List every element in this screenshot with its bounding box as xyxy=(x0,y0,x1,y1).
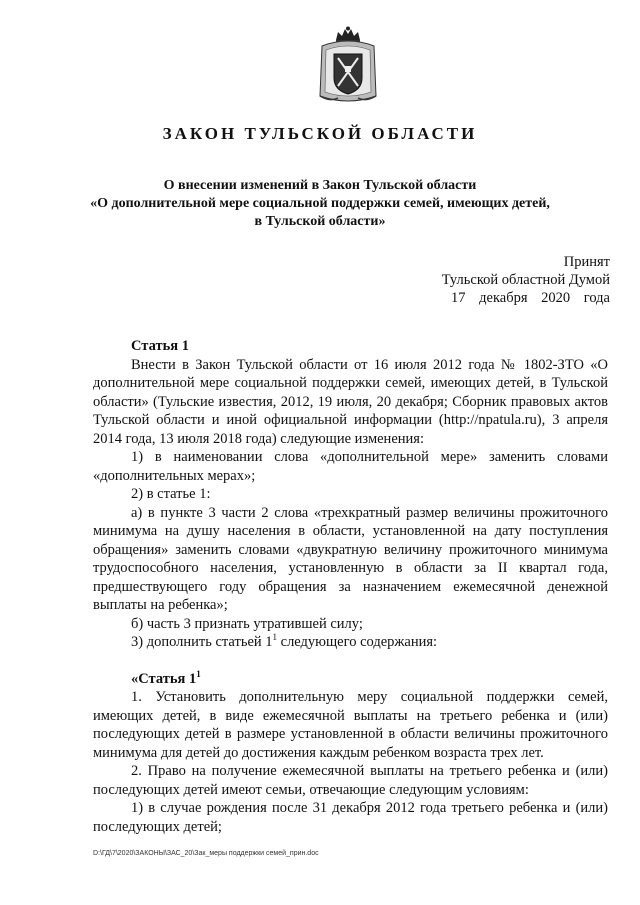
subject-line: в Тульской области» xyxy=(254,214,386,229)
file-path-footer: D:\ГД\7\2020\ЗАКОНЫ\ЗАС_20\Зак_меры поддержки семей_прин.doc xyxy=(93,850,319,857)
paragraph: 2. Право на получение ежемесячной выплаты на третьего ребенка и (или) последующих детей имеют семьи, отвечающие следующим условиям: xyxy=(93,763,608,798)
item-text: следующего содержания: xyxy=(277,634,438,650)
adoption-date: 17 декабря 2020 года xyxy=(451,290,610,306)
superscript: 1 xyxy=(196,668,201,679)
heading-text: «Статья 1 xyxy=(131,670,197,687)
adoption-line: Принят xyxy=(563,254,610,270)
item-text: 3) дополнить статьей 1 xyxy=(131,634,273,650)
list-item: а) в пункте 3 части 2 слова «трехкратный размер величины прожиточного минимума на душу населения в области, установленной на дату поступления обращения» заменить словами «двукратную величину прожиточного минимума трудоспособного населения, установленную в области за II квартал года, предшествующего году обращения за назначением ежемесячной денежной выплаты на ребенка»; xyxy=(93,504,608,613)
list-item: б) часть 3 признать утратившей силу; xyxy=(131,615,363,632)
article-heading: Статья 1 xyxy=(131,338,189,354)
adoption-block xyxy=(442,253,610,307)
list-item: 1) в наименовании слова «дополнительной мере» заменить словами «дополнительных мерах»; xyxy=(93,449,608,484)
law-title: ЗАКОН ТУЛЬСКОЙ ОБЛАСТИ xyxy=(162,124,478,143)
paragraph: 1. Установить дополнительную меру социальной поддержки семей, имеющих детей, в виде ежемесячной выплаты на третьего ребенка и (или) последующих детей в размере установленной в области величины прожиточного минимума для детей до достижения каждым ребенком возраста трех лет. xyxy=(93,689,608,761)
spacer xyxy=(93,652,608,670)
paragraph: Внести в Закон Тульской области от 16 июля 2012 года № 1802-ЗТО «О дополнительной мере социальной поддержки семей, имеющих детей, в Тульской области» (Тульские известия, 2012, 19 июля, 20 декабря; Сборник правовых актов Тульской области и иной официальной информации (http://npatula.ru), 3 апреля 2014 года, 13 июля 2018 года) следующие изменения: xyxy=(93,356,608,447)
adoption-line: Тульской областной Думой xyxy=(441,272,610,288)
superscript: 1 xyxy=(272,632,278,642)
law-subject xyxy=(60,177,580,231)
paragraph: 1) в случае рождения после 31 декабря 2012 года третьего ребенка и (или) последующих детей; xyxy=(93,800,608,835)
coat-of-arms-icon xyxy=(316,26,380,106)
list-item: 2) в статье 1: xyxy=(131,486,211,502)
article-heading xyxy=(93,670,608,689)
subject-line: «О дополнительной мере социальной поддержки семей, имеющих детей, xyxy=(90,196,550,211)
law-body xyxy=(93,337,608,836)
subject-line: О внесении изменений в Закон Тульской области xyxy=(163,178,477,193)
list-item xyxy=(93,633,608,652)
